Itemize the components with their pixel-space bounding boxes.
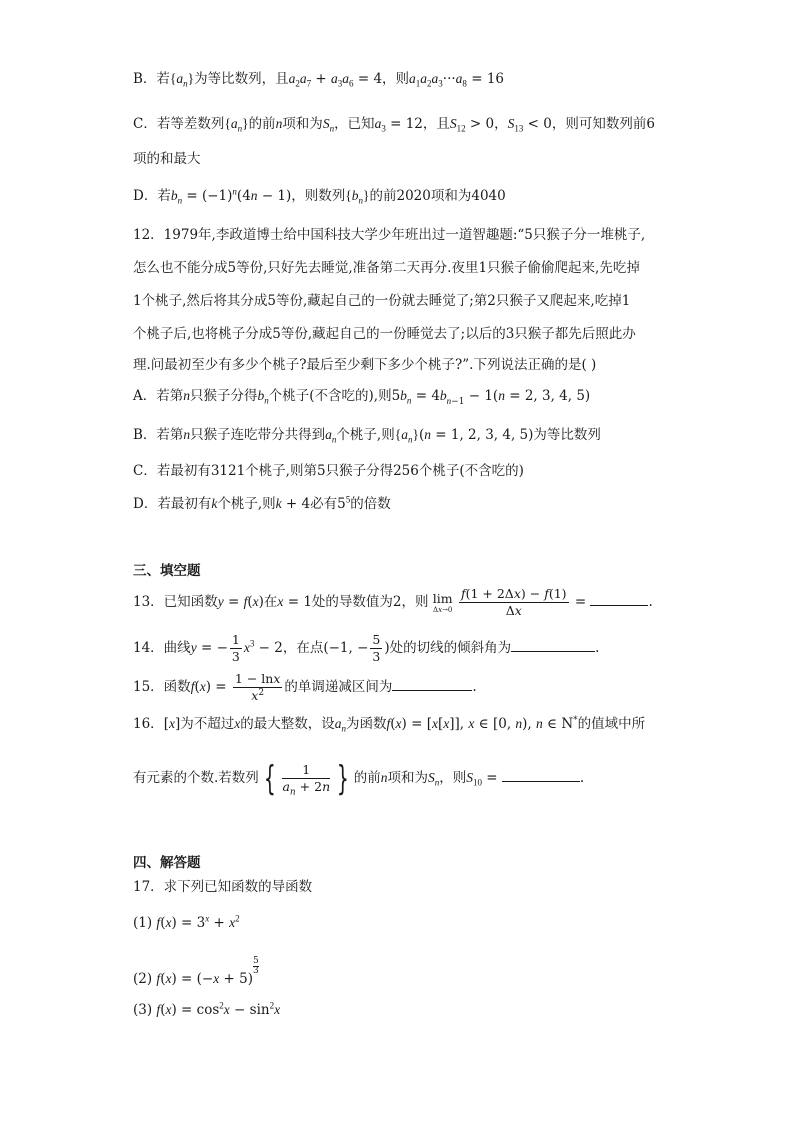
q12-stem-line-1: 12．1979年,李政道博士给中国科技大学少年班出过一道智趣题:“5只猴子分一堆桃子,	[133, 227, 646, 243]
q12-stem-line-2: 怎么也不能分成5等份,只好先去睡觉,准备第二天再分.夜里1只猴子偷偷爬起来,先吃掉	[133, 260, 640, 276]
answer-blank[interactable]	[590, 591, 648, 606]
question-16: 16．[x]为不超过x的最大整数，设$a_n$为函数f(x) = [x[x]], x ∈ [0, n), n ∈ N*的值域中所	[133, 715, 646, 734]
q12-option-b: B．若第n只猴子连吃带分共得到$a_n$个桃子,则$\{a_n\}(n = 1$, 2, 3, 4, 5)为等比数列	[133, 427, 601, 445]
question-14: 14．曲线y = − $\frac{1}{3}$ $x^3 - 2$，在点(−1, − $\frac{5}{3}$ )处的切线的倾斜角为 .	[133, 632, 600, 664]
question-17-part-2: (2) f(x) = (−x + 5) $\frac{5}{3}$	[133, 956, 259, 987]
q12-option-d: D．若最初有k个桃子,则k + 4必有$5^5$的倍数	[133, 494, 391, 512]
q12-stem-line-5: 理.问最初至少有多少个桃子?最后至少剩下多少个桃子?”.下列说法正确的是( )	[133, 357, 597, 373]
q11-option-c: C．若等差数列$\{a_n\}$的前n项和为$S_n$，已知$a_3 = 12$，且$S_{12} > 0$，$S_{13} < 0$，则可知数列前6	[133, 116, 655, 134]
answer-blank[interactable]	[511, 637, 595, 652]
q11-option-d: D．若$b_n = (-1)^n(4n - 1)$，则数列$\{b_n\}$的前2020项和为4040	[133, 186, 506, 206]
q11-option-b: B．若$\{a_n\}$为等比数列，且$a_2a_7 + a_3a_6 = 4$，则$a_1a_2a_3\cdot\cdot\cdot a_8 = 16$	[133, 71, 504, 89]
q12-stem-line-3: 1个桃子,然后将其分成5等份,藏起自己的一份就去睡觉了;第2只猴子又爬起来,吃掉1	[133, 293, 631, 309]
question-17-part-1: (1) $f(x) = 3^x + x^2$	[133, 913, 240, 931]
fraction: $\frac{5}{3}$	[372, 632, 381, 664]
question-16-cont: 有元素的个数.若数列 { $\frac{1}{a_n + 2n}$ } 的前n项和为$S_n$，则$S_{10}$ = .	[133, 758, 585, 799]
question-17-stem: 17．求下列已知函数的导函数	[133, 879, 313, 895]
question-17-part-3: (3) $f(x) = \cos^2x - \sin^2x$	[133, 1000, 281, 1018]
answer-blank[interactable]	[392, 676, 472, 691]
question-15: 15．函数f(x) = $\frac{1 - \ln x}{x^2}$ 的单调递减区间为 .	[133, 671, 477, 703]
answer-blank[interactable]	[502, 767, 580, 782]
fraction: $\frac{1}{a_n + 2n}$	[282, 762, 331, 798]
q12-option-c: C．若最初有3121个桃子,则第5只猴子分得256个桃子(不含吃的)	[133, 463, 524, 479]
question-13: 13．已知函数y = f(x)在x = 1处的导数值为2，则 lim Δx→0 $\frac{f(1 + 2\Delta x) - f(1)}{\Delta x}$ = .	[133, 586, 653, 618]
fraction: $\frac{f(1 + 2\Delta x) - f(1)}{\Delta x}$	[460, 586, 567, 618]
fraction: $\frac{1}{3}$	[231, 632, 240, 664]
section-title-fill-in: 三、填空题	[133, 563, 201, 579]
fraction: $\frac{1 - \ln x}{x^2}$	[234, 671, 281, 703]
q12-option-a: A．若第n只猴子分得$b_n$个桃子(不含吃的),则$5b_n = 4b_{n-1} - 1(n = 2$, 3, 4, 5)	[133, 388, 591, 407]
q12-stem-line-4: 个桃子后,也将桃子分成5等份,藏起自己的一份睡觉去了;以后的3只猴子都先后照此办	[133, 326, 636, 342]
q11-option-c-cont: 项的和最大	[133, 151, 201, 167]
section-title-solutions: 四、解答题	[133, 855, 201, 871]
limit-operator: lim Δx→0	[432, 590, 453, 614]
